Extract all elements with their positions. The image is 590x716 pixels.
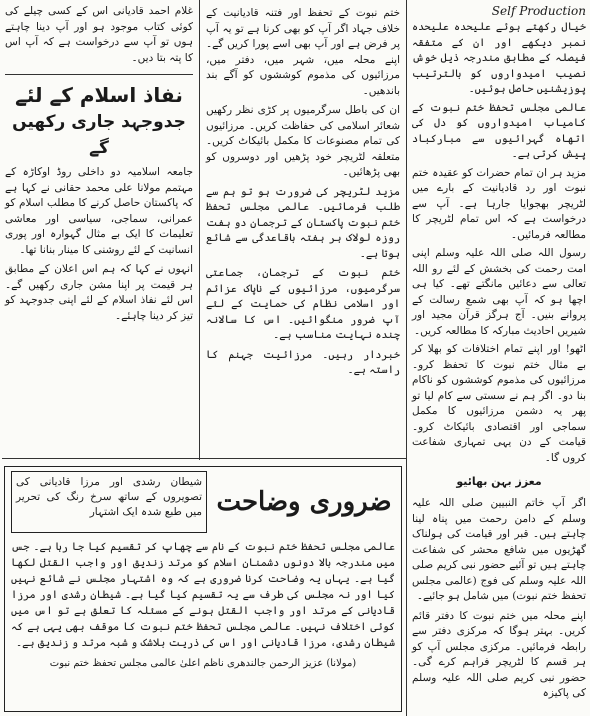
divider: [5, 74, 193, 75]
paragraph: اگر آپ خاتم النبیین صلی اللہ علیہ وسلم کے دامن رحمت میں پناہ لینا چاہتے ہیں۔ قبر اور قیامت کی ہولناک گھڑیوں میں شافع محشر کی شفاعت چاہتے ہیں تو آئیے حضور نبی کریم صلی اللہ علیہ وسلم کی فوج (عالمی مجلس تحفظ ختم نبوت) میں شامل ہو جائیے۔: [412, 497, 586, 602]
column-footer: خبردار رہیں۔ مرزائیت جہنم کا راستہ ہے۔: [206, 348, 400, 376]
notice-title-area: [213, 471, 395, 533]
signature: معزز بہن بھائیو: [456, 475, 542, 488]
article-paragraph: جامعہ اسلامیہ دو داخلی روڈ اوکاڑہ کے مہتمم مولانا علی محمد حقانی نے کہا ہے کہ پاکستان حاصل کرنے کا مطلب اسلام کو عمرانی، سماجی، سیاسی اور معاشی تعلیمات کا ایک بے مثال گہوارہ اور پوری انسانیت کے لئے روشنی کا مینار بنانا تھا۔: [5, 166, 193, 256]
headline: نفاذ اسلام کے لئے: [15, 83, 183, 107]
notice-box: [4, 466, 402, 712]
subheadline: جدوجہد جاری رکھیں گے: [12, 112, 186, 158]
article-paragraph: انہوں نے کہا کہ ہم اس اعلان کے مطابق ہر قیمت پر اپنا مشن جاری رکھیں گے۔ اس لئے نفاذ اسلام کے لئے اپنی جدوجہد کو تیز کر دینا چاہئے۔: [5, 263, 193, 322]
notice-body: عالمی مجلس تحفظ ختم نبوت کے نام سے چھاپ کر تقسیم کیا جا رہا ہے۔ جس میں مندرجہ بالا دونوں دشمنان اسلام کو مرتد زندیق اور واجب القتل لکھا گیا ہے۔ یہاں یہ وضاحت کرنا ضروری ہے کہ وہ اشتہار مجلس نے شائع نہیں کیا اور نہ مجلس کی طرف سے یہ تقسیم کیا گیا ہے۔ شیطان رشدی اور مرزا قادیانی کے مرتد اور واجب القتل ہونے کے مسئلہ کا تعلق ہے تو اس میں کوئی اختلاف نہیں۔ عالمی مجلس تحفظ ختم نبوت کا موقف بھی یہی ہے کہ شیطان رشدی، مرزا قادیانی اور اس کی ذریت بلاشک و شبہ مرتد و زندیق ہے۔: [11, 541, 395, 649]
paragraph: اٹھو! اور اپنے تمام اختلافات کو بھلا کر بے مثال ختم نبوت کا تحفظ کرو۔ مرزائیوں کی مذموم کوششوں کو ناکام بنا دو۔ اگر ہم نے سستی سے کام لیا تو پھر یہ دشمن مرزائیوں کا مکمل سماجی اور اقتصادی بائیکاٹ کرو۔ قیامت کے دن یہی تمہاری شفاعت کروں گا۔: [412, 343, 586, 464]
small-box: [11, 471, 207, 533]
notice-signature: (مولانا) عزیز الرحمن جالندھری ناظم اعلیٰ عالمی مجلس تحفظ ختم نبوت: [49, 658, 357, 669]
paragraph: عالمی مجلس تحفظ ختم نبوت کے کامیاب امیدواروں کو دل کی اتھاہ گہرائیوں سے مبارکباد پیش کرتی ہے۔: [412, 101, 586, 160]
paragraph: ختم نبوت کے ترجمان، جماعتی سرگرمیوں، مرزائیوں کے ناپاک عزائم اور اسلامی نظام کی حمایت کے لئے آپ ضرور منگوائیں۔ اس کا سالانہ چندہ نہایت مناسب ہے۔: [206, 267, 400, 341]
column-divider-left: [199, 0, 200, 460]
paragraph: رسول اللہ صلی اللہ علیہ وسلم اپنی امت رحمت کی بخشش کے لئے رو اللہ تعالی سے دعائیں مانگتے تھے۔ کیا ہی اچھا ہو کہ آپ بھی شمع رسالت کے پروانے بنیں۔ آج ہرگز قرآن مجید اور شیریں احادیث مبارکہ کا مطالعہ کریں۔: [412, 247, 586, 337]
notice-header: [11, 471, 395, 533]
paragraph: مزید ہر ان تمام حضرات کو عقیدہ ختم نبوت اور رد قادیانیت کے بارے میں لٹریچر بھجوایا جارہا ہے۔ آپ سے درخواست ہے کہ اس تمام لٹریچر کا مطالعہ فرمائیں۔: [412, 166, 586, 241]
right-column: [410, 0, 588, 470]
section-divider: [2, 458, 406, 459]
paragraph: اپنے محلہ میں ختم نبوت کا دفتر قائم کریں۔ بہتر ہوگا کہ مرکزی دفتر سے رابطہ فرمائیں۔ مرکزی مجلس آپ کو ہر قسم کا لٹریچر فراہم کرے گی۔ حضور نبی کریم صلی اللہ علیہ وسلم کی پاکیزہ: [412, 609, 586, 699]
column-divider-bottom: [406, 460, 407, 716]
middle-column: [203, 0, 403, 385]
left-column: [2, 0, 196, 328]
column-heading: Self Production: [491, 4, 586, 18]
top-paragraph: غلام احمد قادیانی اس کے کسی چیلے کی کوئی کتاب موجود ہو اور آپ دینا چاہتے ہوں تو آپ سے درخواست ہے کہ آپ اس کا پتہ بتا دیں۔: [5, 5, 193, 64]
right-bottom-column: [410, 470, 588, 706]
paragraph: ان کی باطل سرگرمیوں پر کڑی نظر رکھیں شعائر اسلامی کی حفاظت کریں۔ مرزائیوں کی تمام مصنوعات کا مکمل بائیکاٹ کریں۔ متعلقہ لٹریچر خود پڑھیں اور دوسروں کو بھی پڑھائیں۔: [206, 104, 400, 178]
column-divider-right: [406, 0, 407, 460]
small-box-text: شیطان رشدی اور مرزا قادیانی کی تصویروں کے ساتھ سرخ رنگ کی تحریر میں طبع شدہ ایک اشتہار: [16, 476, 202, 518]
paragraph: مزید لٹریچر کی ضرورت ہو تو ہم سے طلب فرمائیں۔ عالمی مجلس تحفظ ختم نبوت پاکستان کے ترجمان دو ہفت روزہ لولاک ہر ہفتہ باقاعدگی سے شائع ہوتا ہے۔: [206, 185, 400, 260]
notice-title: ضروری وضاحت: [216, 487, 392, 517]
paragraph: ختم نبوت کے تحفظ اور فتنہ قادیانیت کے خلاف جہاد اگر آپ کو بھی کرنا ہے تو یہ آپ پر فرض ہے اور آپ بھی اسے پورا کریں گے۔ اپنے محلہ میں، شہر میں، دفتر میں، مرزائیوں کی مذموم کوششوں کو آگے بند باندھیں۔: [206, 7, 400, 97]
paragraph: خیال رکھتے ہوئے علیحدہ علیحدہ نمبر دیکھے اور ان کے متفقہ فیصلہ کے مطابق مندرجہ ذیل خوش نصیب امیدواروں کو بالترتیب پوزیشنیں حاصل ہوئیں۔: [412, 21, 586, 95]
